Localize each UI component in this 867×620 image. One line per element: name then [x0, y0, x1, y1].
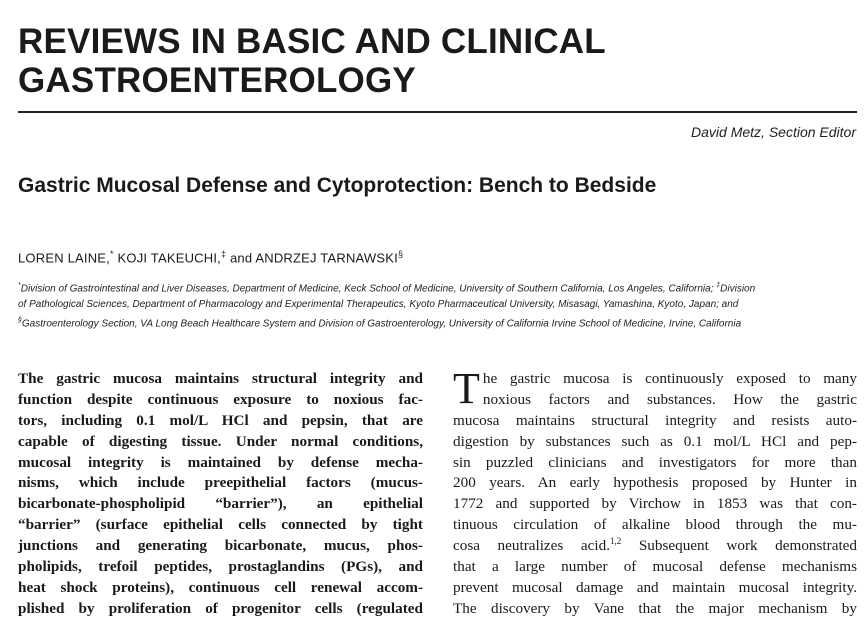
series-title-line-1: REVIEWS IN BASIC AND CLINICAL	[18, 22, 606, 61]
article-title: Gastric Mucosal Defense and Cytoprotection: Bench to Bedside	[18, 174, 657, 197]
body-text	[453, 364, 858, 620]
abstract-line-8: “barrier” (surface epithelial cells connected by tight	[18, 516, 423, 534]
abstract-line-4: capable of digesting tissue. Under normal conditions,	[18, 432, 423, 450]
body-line-3: mucosa maintains structural integrity and resists auto-	[453, 411, 857, 429]
abstract-line-12: plished by proliferation of progenitor cells (regulated	[18, 599, 423, 617]
body-line-11: prevent mucosal damage and maintain mucosal integrity.	[453, 578, 857, 596]
body-line-9	[453, 536, 857, 557]
affiliation-line-1	[18, 278, 863, 297]
body-line-8: tinuous circulation of alkaline blood through the mu-	[453, 516, 857, 534]
affiliation-va: Gastroenterology Section, VA Long Beach Healthcare System and Division of Gastroenterology, University of California Irvine School of Medicine, Irvine, California	[21, 318, 742, 330]
affiliation-line-2: of Pathological Sciences, Department of Pharmacology and Experimental Therapeutics, Kyoto Pharmaceutical University, Misasagi, Yamashina, Kyoto, Japan; and	[18, 299, 739, 311]
affiliation-kyoto-start: Division	[720, 283, 756, 295]
body-line-12: The discovery by Vane that the major mechanism by	[453, 599, 857, 617]
author-takeuchi: KOJI TAKEUCHI,	[113, 250, 221, 266]
abstract	[18, 369, 423, 620]
body-line-9-text-a: cosa neutralizes acid.	[453, 537, 610, 555]
affiliation-mark-1: *	[18, 282, 21, 289]
drop-cap: T	[453, 364, 480, 413]
abstract-line-10: pholipids, trefoil peptides, prostaglandins (PGs), and	[18, 558, 423, 576]
authors	[18, 249, 403, 265]
body-line-10: that a large number of mucosal defense mechanisms	[453, 558, 857, 576]
author-mark-2: ‡	[220, 249, 227, 259]
header-rule	[18, 111, 857, 113]
affiliations	[18, 278, 863, 333]
author-tarnawski: and ANDRZEJ TARNAWSKI	[226, 250, 398, 266]
affiliation-usc: Division of Gastrointestinal and Liver Diseases, Department of Medicine, Keck School of Medicine, University of Southern California, Los Angeles, California;	[20, 283, 717, 295]
section-editor: David Metz, Section Editor	[691, 124, 856, 140]
author-laine: LOREN LAINE,	[18, 250, 110, 266]
abstract-line-9: junctions and generating bicarbonate, mucus, phos-	[18, 537, 423, 555]
body-line-7: 1772 and supported by Virchow in 1853 was that con-	[453, 495, 857, 513]
body-line-1: he gastric mucosa is continuously exposed to many	[482, 370, 857, 387]
abstract-line-11: heat shock proteins), continuous cell renewal accom-	[18, 578, 423, 596]
affiliation-line-3	[18, 313, 863, 332]
abstract-line-1: The gastric mucosa maintains structural integrity and	[18, 370, 423, 387]
abstract-line-2: function despite continuous exposure to noxious fac-	[18, 390, 423, 408]
abstract-line-6: nisms, which include preepithelial factors (mucus-	[18, 474, 423, 492]
body-line-5: sin puzzled clinicians and investigators for more than	[453, 453, 857, 471]
body-line-6: 200 years. An early hypothesis proposed by Hunter in	[453, 474, 857, 492]
author-mark-3: §	[397, 249, 404, 259]
series-title-line-2: GASTROENTEROLOGY	[18, 61, 416, 100]
abstract-line-3: tors, including 0.1 mol/L HCl and pepsin, that are	[18, 411, 423, 429]
abstract-line-7: bicarbonate-phospholipid “barrier”), an epithelial	[18, 495, 423, 513]
abstract-line-5: mucosal integrity is maintained by defense mecha-	[18, 453, 423, 471]
affiliation-mark-3: §	[18, 317, 22, 325]
citation-ref[interactable]: 1,2	[610, 536, 622, 547]
author-mark-1: *	[110, 249, 114, 259]
body-line-9-text-b: Subsequent work demonstrated	[621, 537, 858, 555]
body-line-2: noxious factors and substances. How the gastric	[482, 390, 857, 408]
body-line-4: digestion by substances such as 0.1 mol/L HCl and pep-	[453, 432, 857, 450]
affiliation-mark-2: ‡	[716, 282, 721, 289]
series-title	[18, 22, 858, 100]
